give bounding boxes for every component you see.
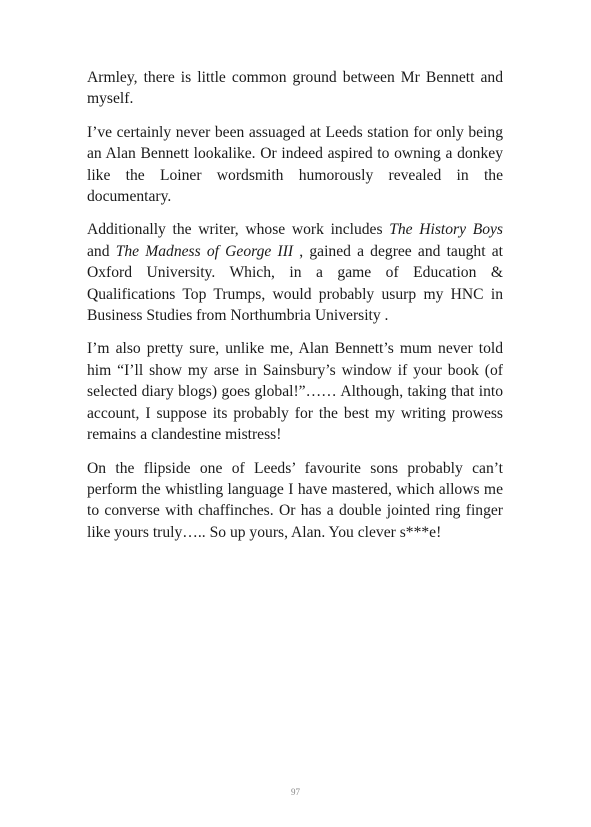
paragraph-text: Additionally the writer, whose work includes: [87, 221, 390, 239]
paragraph-1: [87, 67, 503, 110]
paragraph-2: [87, 122, 503, 208]
book-title-madness-of-george: The Madness of George III: [115, 242, 294, 260]
paragraph-4: [87, 338, 503, 445]
paragraph-text: , gained a degree and taught at Oxford University. Which, in a game of Education & Qualifications Top Trumps, would probably usurp my HNC in Business Studies from Northumbria University .: [87, 242, 503, 325]
page-number: 97: [291, 787, 300, 797]
paragraph-5: [87, 458, 503, 544]
paragraph-text: Armley, there is little common ground between Mr Bennett and myself.: [87, 69, 503, 108]
paragraph-text: I’m also pretty sure, unlike me, Alan Bennett’s mum never told him “I’ll show my arse in Sainsbury’s window if your book (of selected diary blogs) goes global!”…… Although, taking that into account, I suppose its probably for the best my writing prowess remains a clandestine mistress!: [87, 340, 503, 444]
paragraph-text: and: [87, 242, 116, 260]
paragraph-text: On the flipside one of Leeds’ favourite sons probably can’t perform the whistling language I have mastered, which allows me to converse with chaffinches. Or has a double jointed ring finger like yours truly….. So up yours, Alan. You clever s***e!: [87, 459, 503, 541]
book-title-history-boys: The History Boys: [389, 221, 504, 239]
paragraph-text: I’ve certainly never been assuaged at Leeds station for only being an Alan Bennett lookalike. Or indeed aspired to owning a donkey like the Loiner wordsmith humorously revealed in the documentary.: [87, 123, 503, 206]
paragraph-3: [87, 219, 503, 326]
body-text: [87, 67, 503, 555]
